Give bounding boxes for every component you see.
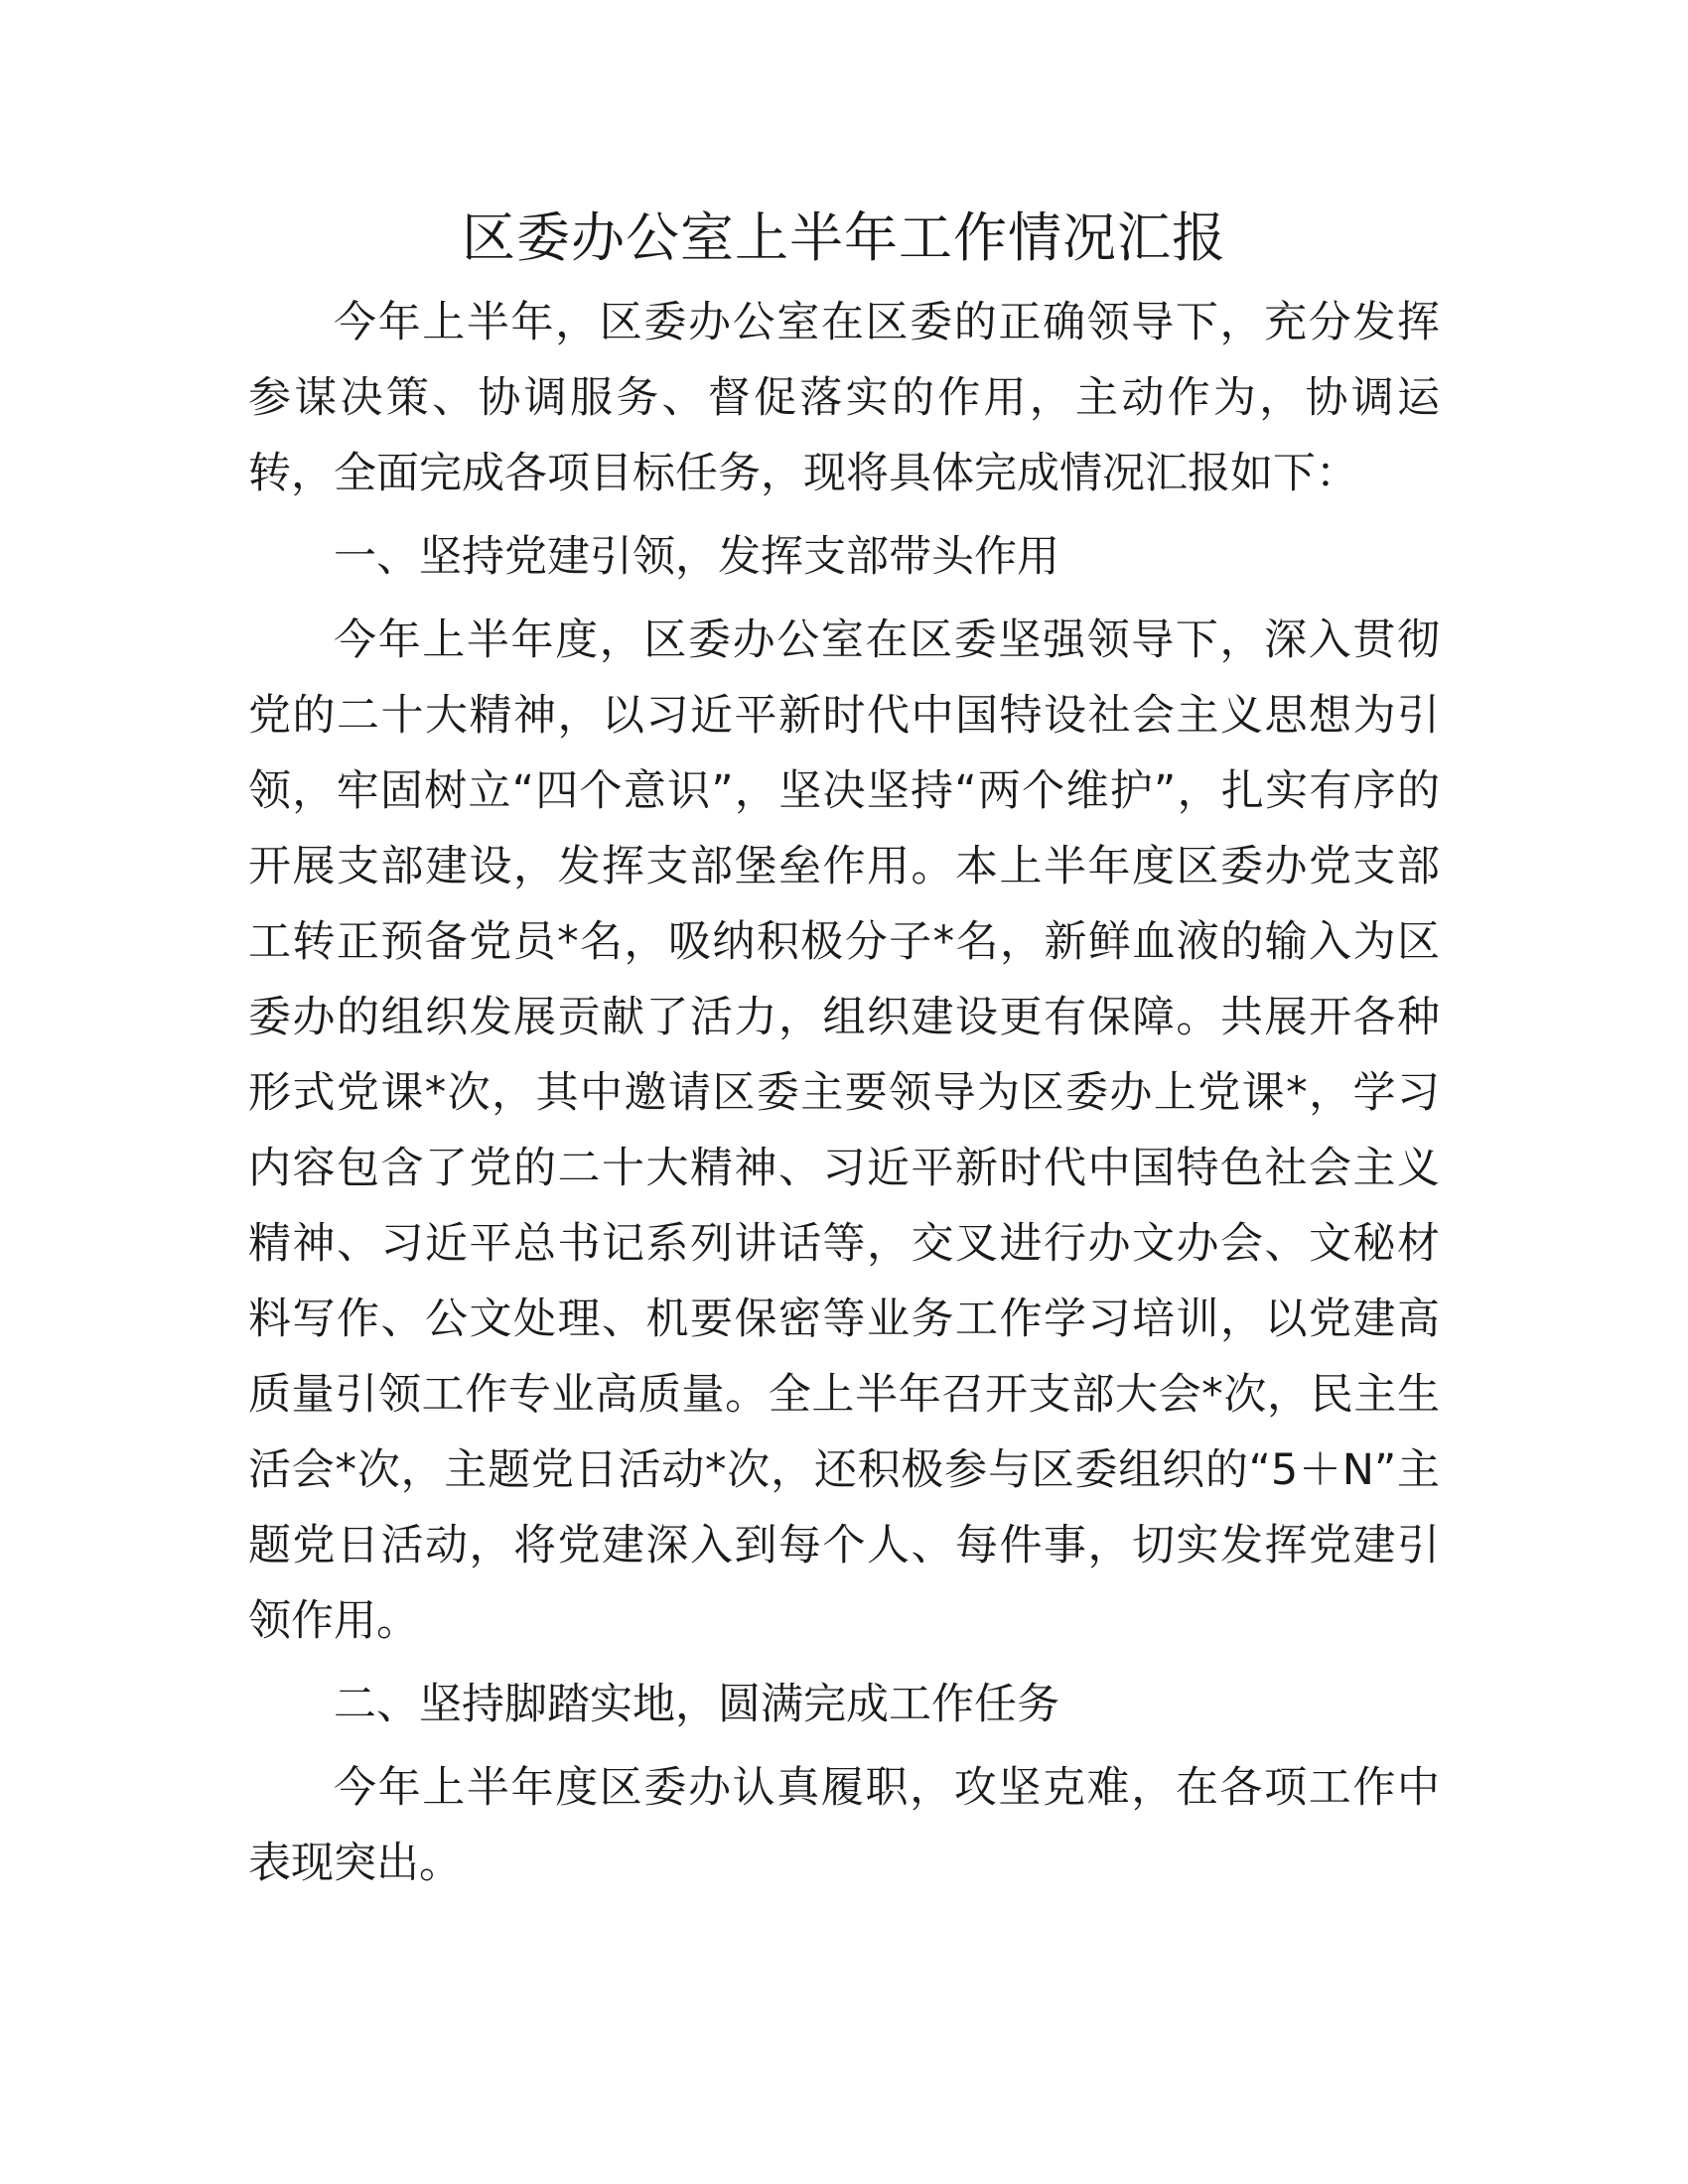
section-1-heading: 一、坚持党建引领，发挥支部带头作用: [334, 532, 1059, 582]
document-page: [248, 194, 1440, 1901]
section-1-paragraph: 今年上半年度，区委办公室在区委坚强领导下，深入贯彻党的二十大精神，以习近平新时代中国特设社会主义思想为引领，牢固树立“四个意识”，坚决坚持“两个维护”，扎实有序的开展支部建设，发挥支部堡垒作用。本上半年度区委办党支部工转正预备党员*名，吸纳积极分子*名，新鲜血液的输入为区委办的组织发展贡献了活力，组织建设更有保障。共展开各种形式党课*次，其中邀请区委主要领导为区委办上党课*，学习内容包含了党的二十大精神、习近平新时代中国特色社会主义精神、习近平总书记系列讲话等，交叉进行办文办会、文秘材料写作、公文处理、机要保密等业务工作学习培训，以党建高质量引领工作专业高质量。全上半年召开支部大会*次，民主生活会*次，主题党日活动*次，还积极参与区委组织的“5＋N”主题党日活动，将党建深入到每个人、每件事，切实发挥党建引领作用。: [248, 615, 1440, 1646]
section-2-heading: 二、坚持脚踏实地，圆满完成工作任务: [334, 1680, 1059, 1729]
document-title: 区委办公室上半年工作情况汇报: [462, 206, 1226, 269]
section-2-paragraph: 今年上半年度区委办认真履职，攻坚克难，在各项工作中表现突出。: [248, 1763, 1440, 1888]
intro-paragraph: 今年上半年，区委办公室在区委的正确领导下，充分发挥参谋决策、协调服务、督促落实的作用，主动作为，协调运转，全面完成各项目标任务，现将具体完成情况汇报如下：: [248, 298, 1440, 498]
